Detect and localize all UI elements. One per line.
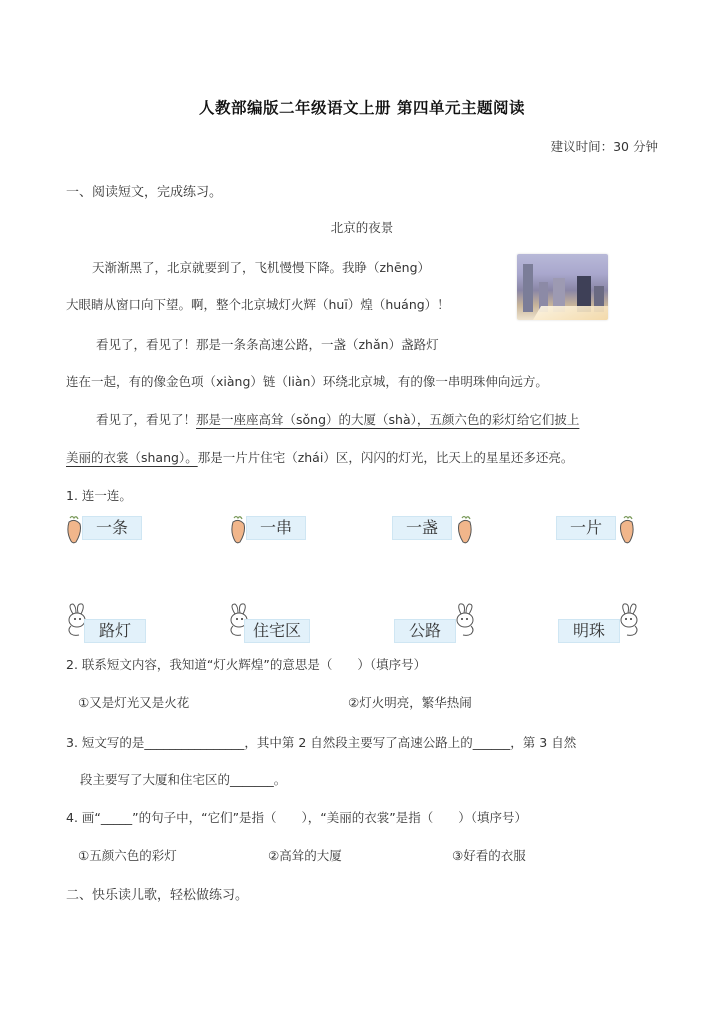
q4-option-1: ①五颜六色的彩灯 (78, 848, 177, 863)
q4-option-2: ②高耸的大厦 (268, 848, 342, 863)
word-card-mingzhu[interactable]: 明珠 (558, 619, 620, 643)
word-card-gonglu[interactable]: 公路 (394, 619, 456, 643)
suggested-time: 建议时间：30 分钟 (550, 139, 658, 154)
word-card-zhuzhaiqu[interactable]: 住宅区 (244, 619, 310, 643)
q2-prompt: 2. 联系短文内容，我知道“灯火辉煌”的意思是（ ）（填序号） (66, 657, 427, 672)
word-card-yizhan[interactable]: 一盏 (392, 516, 452, 540)
bunny-icon (612, 602, 642, 638)
passage-p1-line1: 天渐渐黑了，北京就要到了，飞机慢慢下降。我睁（zhēng） (92, 260, 431, 275)
word-card-ludeng[interactable]: 路灯 (84, 619, 146, 643)
q4-option-3: ③好看的衣服 (452, 848, 526, 863)
p3-underlined-sentence-end: 美丽的衣裳（shang）。 (66, 450, 198, 465)
p3-underlined-sentence: 那是一座座高耸（sǒng）的大厦（shà），五颜六色的彩灯给它们披上 (196, 412, 580, 427)
passage-p1-line2: 大眼睛从窗口向下望。啊，整个北京城灯火辉（huī）煌（huáng）！ (66, 297, 450, 312)
passage-p3-line2 (66, 448, 573, 466)
passage-title: 北京的夜景 (330, 220, 394, 235)
q3-line1: 3. 短文写的是________________，其中第 2 自然段主要写了高速公路上的______，第 3 自然 (66, 735, 577, 750)
passage-p3-line1 (96, 410, 579, 428)
passage-p2-line2: 连在一起，有的像金色项（xiàng）链（liàn）环绕北京城，有的像一串明珠伸向远方。 (66, 374, 548, 389)
q2-option-1: ①又是灯光又是火花 (78, 695, 190, 710)
beijing-night-photo (517, 254, 608, 320)
p3-plain-text-2: 那是一片片住宅（zhái）区，闪闪的灯光，比天上的星星还多还亮。 (197, 450, 574, 465)
q2-option-2: ②灯火明亮，繁华热闹 (348, 695, 472, 710)
p3-plain-text: 看见了，看见了！ (96, 412, 197, 427)
carrot-icon (450, 514, 476, 544)
road-lights-shape (533, 306, 608, 320)
worksheet-title: 人教部编版二年级语文上册 第四单元主题阅读 (199, 99, 525, 117)
q1-prompt: 1. 连一连。 (66, 488, 132, 503)
section-2-heading: 二、快乐读儿歌，轻松做练习。 (66, 888, 249, 903)
carrot-icon (612, 514, 638, 544)
q3-line2: 段主要写了大厦和住宅区的_______。 (80, 772, 287, 787)
word-card-yipian[interactable]: 一片 (556, 516, 616, 540)
bunny-icon (448, 602, 478, 638)
building-shape (523, 264, 533, 312)
word-card-yitiao[interactable]: 一条 (82, 516, 142, 540)
passage-p2-line1: 看见了，看见了！那是一条条高速公路，一盏（zhǎn）盏路灯 (96, 337, 439, 352)
word-card-yichuan[interactable]: 一串 (246, 516, 306, 540)
section-1-heading: 一、阅读短文，完成练习。 (66, 185, 223, 200)
q4-prompt: 4. 画“_____”的句子中，“它们”是指（ ），“美丽的衣裳”是指（ ）（填序号） (66, 810, 528, 825)
